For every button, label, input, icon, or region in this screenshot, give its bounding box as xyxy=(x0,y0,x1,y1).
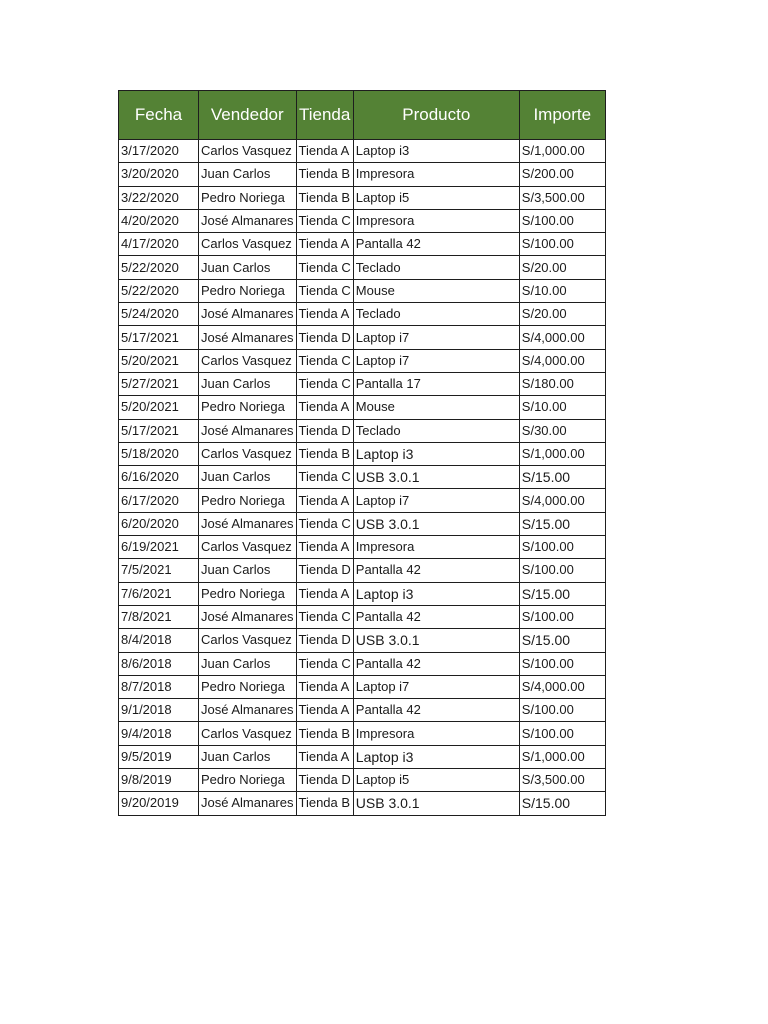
cell-fecha[interactable]: 9/5/2019 xyxy=(119,745,199,768)
cell-producto[interactable]: Impresora xyxy=(353,209,519,232)
cell-tienda[interactable]: Tienda D xyxy=(296,629,353,652)
cell-fecha[interactable]: 9/20/2019 xyxy=(119,792,199,815)
cell-fecha[interactable]: 6/20/2020 xyxy=(119,512,199,535)
header-tienda[interactable]: Tienda xyxy=(296,91,353,140)
cell-producto[interactable]: Impresora xyxy=(353,536,519,559)
table-row xyxy=(119,675,606,698)
table-row xyxy=(119,582,606,605)
cell-importe[interactable]: S/100.00 xyxy=(519,605,605,628)
cell-producto[interactable]: Laptop i3 xyxy=(353,442,519,465)
cell-tienda[interactable]: Tienda A xyxy=(296,140,353,163)
table-row xyxy=(119,209,606,232)
cell-importe[interactable]: S/10.00 xyxy=(519,279,605,302)
table-row xyxy=(119,140,606,163)
cell-tienda[interactable]: Tienda D xyxy=(296,769,353,792)
cell-importe[interactable]: S/15.00 xyxy=(519,512,605,535)
cell-tienda[interactable]: Tienda D xyxy=(296,419,353,442)
cell-vendedor[interactable]: Pedro Noriega xyxy=(199,769,297,792)
cell-fecha[interactable]: 6/16/2020 xyxy=(119,466,199,489)
cell-importe[interactable]: S/1,000.00 xyxy=(519,140,605,163)
header-producto[interactable]: Producto xyxy=(353,91,519,140)
cell-fecha[interactable]: 4/20/2020 xyxy=(119,209,199,232)
cell-tienda[interactable]: Tienda A xyxy=(296,233,353,256)
cell-producto[interactable]: Laptop i3 xyxy=(353,140,519,163)
table-row xyxy=(119,442,606,465)
cell-producto[interactable]: USB 3.0.1 xyxy=(353,466,519,489)
cell-vendedor[interactable]: Juan Carlos xyxy=(199,466,297,489)
cell-fecha[interactable]: 8/4/2018 xyxy=(119,629,199,652)
cell-producto[interactable]: Pantalla 42 xyxy=(353,652,519,675)
cell-importe[interactable]: S/3,500.00 xyxy=(519,769,605,792)
cell-importe[interactable]: S/100.00 xyxy=(519,536,605,559)
cell-fecha[interactable]: 5/18/2020 xyxy=(119,442,199,465)
table-row xyxy=(119,512,606,535)
cell-importe[interactable]: S/180.00 xyxy=(519,372,605,395)
cell-producto[interactable]: Laptop i7 xyxy=(353,675,519,698)
table-row xyxy=(119,419,606,442)
table-row xyxy=(119,629,606,652)
cell-producto[interactable]: USB 3.0.1 xyxy=(353,629,519,652)
header-importe[interactable]: Importe xyxy=(519,91,605,140)
cell-importe[interactable]: S/30.00 xyxy=(519,419,605,442)
cell-tienda[interactable]: Tienda C xyxy=(296,209,353,232)
cell-producto[interactable]: Laptop i5 xyxy=(353,186,519,209)
cell-tienda[interactable]: Tienda B xyxy=(296,722,353,745)
cell-vendedor[interactable]: José Almanares xyxy=(199,326,297,349)
cell-vendedor[interactable]: Pedro Noriega xyxy=(199,489,297,512)
cell-tienda[interactable]: Tienda A xyxy=(296,582,353,605)
cell-fecha[interactable]: 5/27/2021 xyxy=(119,372,199,395)
table-row xyxy=(119,186,606,209)
cell-fecha[interactable]: 5/17/2021 xyxy=(119,419,199,442)
cell-fecha[interactable]: 3/22/2020 xyxy=(119,186,199,209)
cell-fecha[interactable]: 5/20/2021 xyxy=(119,349,199,372)
cell-producto[interactable]: Laptop i7 xyxy=(353,349,519,372)
table-row xyxy=(119,699,606,722)
cell-importe[interactable]: S/15.00 xyxy=(519,792,605,815)
cell-fecha[interactable]: 8/6/2018 xyxy=(119,652,199,675)
cell-importe[interactable]: S/4,000.00 xyxy=(519,349,605,372)
cell-vendedor[interactable]: Carlos Vasquez xyxy=(199,442,297,465)
table-body xyxy=(119,140,606,816)
table-row xyxy=(119,396,606,419)
cell-importe[interactable]: S/3,500.00 xyxy=(519,186,605,209)
cell-producto[interactable]: Mouse xyxy=(353,279,519,302)
cell-vendedor[interactable]: Carlos Vasquez xyxy=(199,140,297,163)
cell-importe[interactable]: S/4,000.00 xyxy=(519,675,605,698)
cell-vendedor[interactable]: Juan Carlos xyxy=(199,652,297,675)
cell-fecha[interactable]: 5/17/2021 xyxy=(119,326,199,349)
cell-vendedor[interactable]: Juan Carlos xyxy=(199,372,297,395)
cell-importe[interactable]: S/1,000.00 xyxy=(519,745,605,768)
cell-vendedor[interactable]: Carlos Vasquez xyxy=(199,629,297,652)
cell-vendedor[interactable]: Juan Carlos xyxy=(199,745,297,768)
cell-producto[interactable]: Teclado xyxy=(353,419,519,442)
table-row xyxy=(119,256,606,279)
table-row xyxy=(119,466,606,489)
cell-vendedor[interactable]: Juan Carlos xyxy=(199,256,297,279)
cell-producto[interactable]: Impresora xyxy=(353,163,519,186)
cell-tienda[interactable]: Tienda B xyxy=(296,792,353,815)
cell-tienda[interactable]: Tienda D xyxy=(296,559,353,582)
cell-vendedor[interactable]: José Almanares xyxy=(199,512,297,535)
cell-importe[interactable]: S/20.00 xyxy=(519,256,605,279)
cell-tienda[interactable]: Tienda B xyxy=(296,186,353,209)
cell-fecha[interactable]: 6/17/2020 xyxy=(119,489,199,512)
cell-vendedor[interactable]: Juan Carlos xyxy=(199,163,297,186)
cell-vendedor[interactable]: José Almanares xyxy=(199,209,297,232)
cell-producto[interactable]: Pantalla 42 xyxy=(353,699,519,722)
cell-producto[interactable]: Teclado xyxy=(353,256,519,279)
cell-fecha[interactable]: 3/17/2020 xyxy=(119,140,199,163)
sales-table xyxy=(118,90,606,816)
cell-vendedor[interactable]: Pedro Noriega xyxy=(199,396,297,419)
cell-importe[interactable]: S/100.00 xyxy=(519,209,605,232)
cell-fecha[interactable]: 5/20/2021 xyxy=(119,396,199,419)
cell-importe[interactable]: S/15.00 xyxy=(519,629,605,652)
cell-tienda[interactable]: Tienda D xyxy=(296,326,353,349)
cell-vendedor[interactable]: José Almanares xyxy=(199,699,297,722)
cell-fecha[interactable]: 7/8/2021 xyxy=(119,605,199,628)
cell-vendedor[interactable]: Pedro Noriega xyxy=(199,279,297,302)
cell-vendedor[interactable]: Carlos Vasquez xyxy=(199,233,297,256)
table-row xyxy=(119,489,606,512)
cell-vendedor[interactable]: José Almanares xyxy=(199,419,297,442)
table-row xyxy=(119,559,606,582)
cell-vendedor[interactable]: Pedro Noriega xyxy=(199,675,297,698)
table-row xyxy=(119,233,606,256)
cell-producto[interactable]: Pantalla 42 xyxy=(353,559,519,582)
cell-importe[interactable]: S/4,000.00 xyxy=(519,489,605,512)
cell-tienda[interactable]: Tienda C xyxy=(296,466,353,489)
cell-producto[interactable]: Pantalla 42 xyxy=(353,233,519,256)
cell-importe[interactable]: S/15.00 xyxy=(519,466,605,489)
table-row xyxy=(119,326,606,349)
table-row xyxy=(119,372,606,395)
cell-tienda[interactable]: Tienda C xyxy=(296,256,353,279)
cell-tienda[interactable]: Tienda C xyxy=(296,372,353,395)
cell-importe[interactable]: S/1,000.00 xyxy=(519,442,605,465)
cell-tienda[interactable]: Tienda A xyxy=(296,536,353,559)
cell-fecha[interactable]: 4/17/2020 xyxy=(119,233,199,256)
cell-importe[interactable]: S/100.00 xyxy=(519,722,605,745)
table-row xyxy=(119,279,606,302)
cell-tienda[interactable]: Tienda A xyxy=(296,745,353,768)
cell-importe[interactable]: S/10.00 xyxy=(519,396,605,419)
cell-importe[interactable]: S/100.00 xyxy=(519,699,605,722)
cell-fecha[interactable]: 5/22/2020 xyxy=(119,279,199,302)
cell-producto[interactable]: Laptop i3 xyxy=(353,582,519,605)
header-fecha[interactable]: Fecha xyxy=(119,91,199,140)
cell-tienda[interactable]: Tienda A xyxy=(296,396,353,419)
table-row xyxy=(119,769,606,792)
cell-importe[interactable]: S/100.00 xyxy=(519,233,605,256)
cell-fecha[interactable]: 9/8/2019 xyxy=(119,769,199,792)
cell-producto[interactable]: Laptop i5 xyxy=(353,769,519,792)
table-row xyxy=(119,349,606,372)
cell-tienda[interactable]: Tienda A xyxy=(296,675,353,698)
cell-producto[interactable]: USB 3.0.1 xyxy=(353,512,519,535)
cell-tienda[interactable]: Tienda A xyxy=(296,489,353,512)
cell-fecha[interactable]: 6/19/2021 xyxy=(119,536,199,559)
cell-producto[interactable]: Mouse xyxy=(353,396,519,419)
cell-vendedor[interactable]: Pedro Noriega xyxy=(199,186,297,209)
cell-importe[interactable]: S/20.00 xyxy=(519,303,605,326)
table-row xyxy=(119,722,606,745)
cell-importe[interactable]: S/100.00 xyxy=(519,559,605,582)
cell-fecha[interactable]: 5/22/2020 xyxy=(119,256,199,279)
cell-producto[interactable]: Teclado xyxy=(353,303,519,326)
cell-tienda[interactable]: Tienda B xyxy=(296,442,353,465)
cell-tienda[interactable]: Tienda A xyxy=(296,303,353,326)
table-row xyxy=(119,163,606,186)
cell-producto[interactable]: Laptop i3 xyxy=(353,745,519,768)
table-row xyxy=(119,792,606,815)
cell-vendedor[interactable]: Juan Carlos xyxy=(199,559,297,582)
cell-fecha[interactable]: 7/6/2021 xyxy=(119,582,199,605)
cell-vendedor[interactable]: José Almanares xyxy=(199,303,297,326)
header-row xyxy=(119,91,606,140)
cell-tienda[interactable]: Tienda A xyxy=(296,699,353,722)
cell-fecha[interactable]: 7/5/2021 xyxy=(119,559,199,582)
cell-producto[interactable]: Pantalla 17 xyxy=(353,372,519,395)
table-row xyxy=(119,536,606,559)
cell-tienda[interactable]: Tienda C xyxy=(296,605,353,628)
cell-tienda[interactable]: Tienda C xyxy=(296,349,353,372)
cell-tienda[interactable]: Tienda C xyxy=(296,279,353,302)
cell-vendedor[interactable]: Carlos Vasquez xyxy=(199,722,297,745)
cell-vendedor[interactable]: José Almanares xyxy=(199,792,297,815)
cell-importe[interactable]: S/200.00 xyxy=(519,163,605,186)
cell-fecha[interactable]: 3/20/2020 xyxy=(119,163,199,186)
table-row xyxy=(119,605,606,628)
cell-producto[interactable]: USB 3.0.1 xyxy=(353,792,519,815)
cell-tienda[interactable]: Tienda C xyxy=(296,512,353,535)
cell-producto[interactable]: Impresora xyxy=(353,722,519,745)
table-row xyxy=(119,303,606,326)
cell-fecha[interactable]: 8/7/2018 xyxy=(119,675,199,698)
cell-vendedor[interactable]: José Almanares xyxy=(199,605,297,628)
cell-fecha[interactable]: 9/4/2018 xyxy=(119,722,199,745)
cell-tienda[interactable]: Tienda B xyxy=(296,163,353,186)
cell-vendedor[interactable]: Pedro Noriega xyxy=(199,582,297,605)
cell-importe[interactable]: S/100.00 xyxy=(519,652,605,675)
cell-importe[interactable]: S/4,000.00 xyxy=(519,326,605,349)
cell-tienda[interactable]: Tienda C xyxy=(296,652,353,675)
cell-importe[interactable]: S/15.00 xyxy=(519,582,605,605)
cell-producto[interactable]: Pantalla 42 xyxy=(353,605,519,628)
cell-vendedor[interactable]: Carlos Vasquez xyxy=(199,536,297,559)
cell-fecha[interactable]: 9/1/2018 xyxy=(119,699,199,722)
cell-vendedor[interactable]: Carlos Vasquez xyxy=(199,349,297,372)
header-vendedor[interactable]: Vendedor xyxy=(199,91,297,140)
cell-producto[interactable]: Laptop i7 xyxy=(353,489,519,512)
cell-producto[interactable]: Laptop i7 xyxy=(353,326,519,349)
table-row xyxy=(119,652,606,675)
cell-fecha[interactable]: 5/24/2020 xyxy=(119,303,199,326)
table-row xyxy=(119,745,606,768)
